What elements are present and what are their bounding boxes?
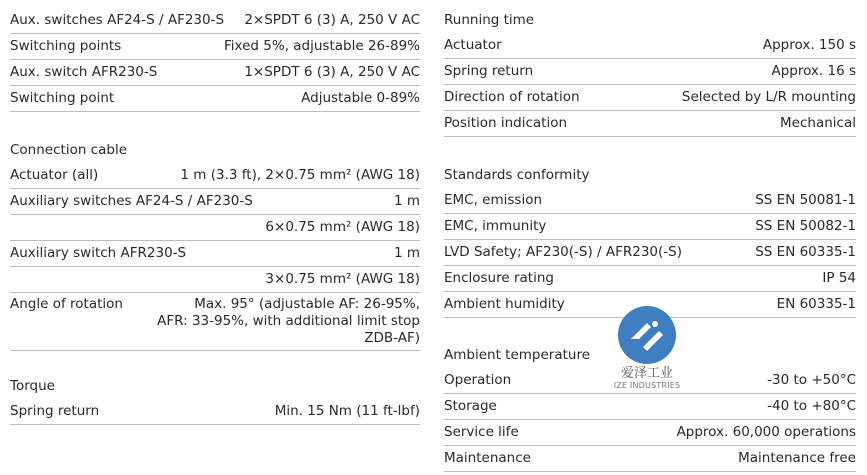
spec-value: SS EN 50081-1: [755, 191, 856, 208]
spec-row: [444, 111, 856, 137]
spec-row: [444, 214, 856, 240]
spec-value: IP 54: [822, 269, 856, 286]
spec-label: EMC, immunity: [444, 217, 547, 234]
spec-label: Angle of rotation: [10, 295, 123, 312]
spec-label: Service life: [444, 424, 519, 440]
spec-row: [10, 34, 420, 60]
spec-value: Mechanical: [780, 115, 856, 131]
angle-value-line2: AFR: 33-95%, with additional limit stop ZDB-AF): [157, 312, 420, 346]
spec-label: Spring return: [10, 402, 100, 419]
spec-value: 6×0.75 mm² (AWG 18): [265, 218, 420, 235]
spec-row: [10, 241, 420, 267]
ize-logo-icon: [617, 305, 677, 365]
spec-row: [444, 446, 856, 472]
spec-value: 3×0.75 mm² (AWG 18): [265, 270, 420, 287]
watermark-en-text: IZE INDUSTRIES: [613, 381, 681, 390]
connection-cable-block: [10, 163, 420, 351]
angle-of-rotation-row: [10, 293, 420, 351]
spec-value: 1 m (3.3 ft), 2×0.75 mm² (AWG 18): [180, 166, 420, 183]
spec-label: Auxiliary switches AF24-S / AF230-S: [10, 192, 253, 209]
spec-row: [444, 85, 856, 111]
spec-row: [10, 86, 420, 112]
spec-value: 1 m: [393, 192, 420, 209]
spec-value: [131, 296, 420, 347]
spec-row: [10, 8, 420, 34]
connection-cable-title: Connection cable: [10, 141, 127, 158]
spec-row: [10, 215, 420, 241]
spec-label: Ambient humidity: [444, 295, 565, 312]
spec-label: Storage: [444, 398, 497, 414]
spec-value: 1×SPDT 6 (3) A, 250 V AC: [244, 64, 420, 80]
spec-label: Switching point: [10, 90, 115, 106]
right-spec-column: [444, 8, 856, 472]
spec-value: EN 60335-1: [776, 295, 856, 312]
spec-label: Switching points: [10, 38, 122, 54]
spec-label: Aux. switch AFR230-S: [10, 64, 158, 80]
spec-value: 2×SPDT 6 (3) A, 250 V AC: [244, 12, 420, 28]
spec-row: [444, 33, 856, 59]
spec-label: Position indication: [444, 115, 568, 131]
spec-label: Auxiliary switch AFR230-S: [10, 244, 187, 261]
spec-row: [10, 163, 420, 189]
torque-block: [10, 399, 420, 425]
spec-label: Enclosure rating: [444, 269, 554, 286]
angle-value-line1: Max. 95° (adjustable AF: 26-95%,: [194, 295, 420, 312]
spec-value: SS EN 60335-1: [755, 243, 856, 260]
spec-row: [444, 420, 856, 446]
spec-value: -40 to +80°C: [767, 398, 856, 414]
spec-label: EMC, emission: [444, 191, 543, 208]
watermark-cn-text: 爱泽工业: [620, 366, 673, 381]
ambient-temperature-title: Ambient temperature: [444, 347, 591, 363]
spec-value: Maintenance free: [738, 450, 856, 466]
spec-label: Direction of rotation: [444, 89, 580, 105]
spec-row: [10, 399, 420, 425]
aux-switch-block: [10, 8, 420, 112]
running-time-block: [444, 33, 856, 137]
spec-value: Approx. 16 s: [771, 63, 856, 79]
standards-block: [444, 188, 856, 318]
spec-row: [444, 59, 856, 85]
running-time-title: Running time: [444, 12, 535, 28]
spec-value: Approx. 60,000 operations: [676, 424, 856, 440]
left-spec-column: [10, 8, 420, 425]
spec-value: Min. 15 Nm (11 ft-lbf): [274, 402, 420, 419]
spec-label: Operation: [444, 372, 512, 388]
spec-row: [10, 189, 420, 215]
spec-row: [444, 240, 856, 266]
spec-value: Adjustable 0-89%: [301, 90, 420, 106]
spec-value: Approx. 150 s: [762, 37, 856, 53]
spec-label: Maintenance: [444, 450, 531, 466]
spec-row: [10, 267, 420, 293]
spec-value: 1 m: [393, 244, 420, 261]
spec-label: Actuator (all): [10, 166, 99, 183]
spec-row: [444, 266, 856, 292]
spec-value: Fixed 5%, adjustable 26-89%: [224, 38, 420, 54]
torque-title: Torque: [10, 377, 55, 394]
spec-label: Actuator: [444, 37, 502, 53]
standards-conformity-title: Standards conformity: [444, 166, 590, 183]
spec-row: [444, 188, 856, 214]
company-watermark: [612, 305, 682, 390]
spec-label: LVD Safety; AF230(-S) / AFR230(-S): [444, 243, 682, 260]
spec-value: SS EN 50082-1: [755, 217, 856, 234]
spec-label: Aux. switches AF24-S / AF230-S: [10, 12, 225, 28]
spec-value: -30 to +50°C: [767, 372, 856, 388]
spec-row: [10, 60, 420, 86]
spec-value: Selected by L/R mounting: [681, 89, 856, 105]
spec-label: Spring return: [444, 63, 534, 79]
spec-row: [444, 394, 856, 420]
